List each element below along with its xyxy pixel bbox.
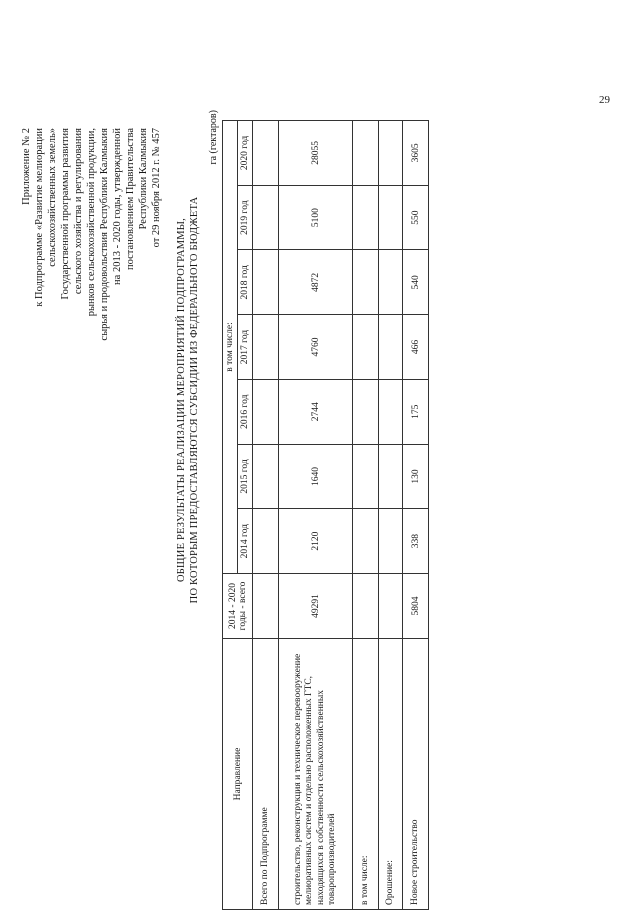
header-direction: Направление [223,639,253,910]
row-value: 175 [403,379,429,444]
header-year: 2015 год [238,444,253,509]
table-row [279,121,353,910]
table-row [253,121,279,910]
appendix-line: постановлением Правительства [125,128,136,271]
row-value: 338 [403,509,429,574]
row-total [379,574,403,639]
row-value [253,250,279,315]
row-value [379,250,403,315]
appendix-line: Республики Калмыкия [138,128,149,230]
row-value: 130 [403,444,429,509]
results-table [222,120,429,910]
header-year: 2016 год [238,379,253,444]
row-value: 550 [403,185,429,250]
row-value: 5100 [279,185,353,250]
table-row [379,121,403,910]
units-label: га (гектаров) [208,110,219,165]
header-total: 2014 - 2020 годы - всего [223,574,253,639]
header-year: 2018 год [238,250,253,315]
row-value [253,444,279,509]
document-title [175,120,201,680]
row-value [253,315,279,380]
row-value: 1640 [279,444,353,509]
row-value: 4872 [279,250,353,315]
row-value: 2744 [279,379,353,444]
row-label: в том числе: [353,639,379,910]
row-value [353,509,379,574]
row-value [379,444,403,509]
table-header-row [223,121,238,910]
row-total: 5804 [403,574,429,639]
table-row [403,121,429,910]
row-value [379,315,403,380]
header-year: 2014 год [238,509,253,574]
header-year: 2019 год [238,185,253,250]
row-value: 28055 [279,121,353,186]
appendix-line: Государственной программы развития [60,128,71,300]
appendix-line: рынков сельскохозяйственной продукции, [86,128,97,317]
header-year: 2017 год [238,315,253,380]
appendix-line: к Подпрограмме «Развитие мелиорации [34,128,45,307]
title-line-1: ОБЩИЕ РЕЗУЛЬТАТЫ РЕАЛИЗАЦИИ МЕРОПРИЯТИЙ ПОДПРОГРАММЫ, [176,218,187,582]
row-value [253,509,279,574]
table-row [353,121,379,910]
row-value [353,250,379,315]
row-value [253,379,279,444]
title-line-2: ПО КОТОРЫМ ПРЕДОСТАВЛЯЮТСЯ СУБСИДИИ ИЗ ФЕДЕРАЛЬНОГО БЮДЖЕТА [189,196,200,604]
row-value [379,121,403,186]
row-value [379,185,403,250]
row-label: Новое строительство [403,639,429,910]
row-value: 466 [403,315,429,380]
row-value: 2120 [279,509,353,574]
page-number: 29 [599,94,610,106]
row-total: 49291 [279,574,353,639]
row-value [353,185,379,250]
row-value [353,379,379,444]
row-value [253,185,279,250]
row-value [379,379,403,444]
row-value: 4760 [279,315,353,380]
appendix-line: сырья и продовольствия Республики Калмыкия [99,128,110,341]
row-label: строительство, реконструкция и техническое перевооружение мелиоративных систем и отдельно расположенных ГТС, находящихся в собственности сельскохозяйственных товаропроизводителей [279,639,353,910]
appendix-line: сельского хозяйства и регулирования [73,128,84,295]
row-total [253,574,279,639]
appendix-line: сельскохозяйственных земель» [47,128,58,267]
appendix-line: на 2013 - 2020 годы, утвержденной [112,128,123,285]
header-year: 2020 год [238,121,253,186]
appendix-line: Приложение № 2 [21,128,32,205]
header-including: в том числе: [223,121,238,574]
row-value [353,444,379,509]
row-value [253,121,279,186]
row-value: 540 [403,250,429,315]
row-label: Орошение: [379,639,403,910]
row-value [353,315,379,380]
row-value [379,509,403,574]
row-value: 3605 [403,121,429,186]
row-label: Всего по Подпрограмме [253,639,279,910]
appendix-note [20,128,163,428]
row-value [353,121,379,186]
appendix-line: от 29 ноября 2012 г. № 457 [151,128,162,248]
row-total [353,574,379,639]
rotated-page-content [18,110,582,910]
